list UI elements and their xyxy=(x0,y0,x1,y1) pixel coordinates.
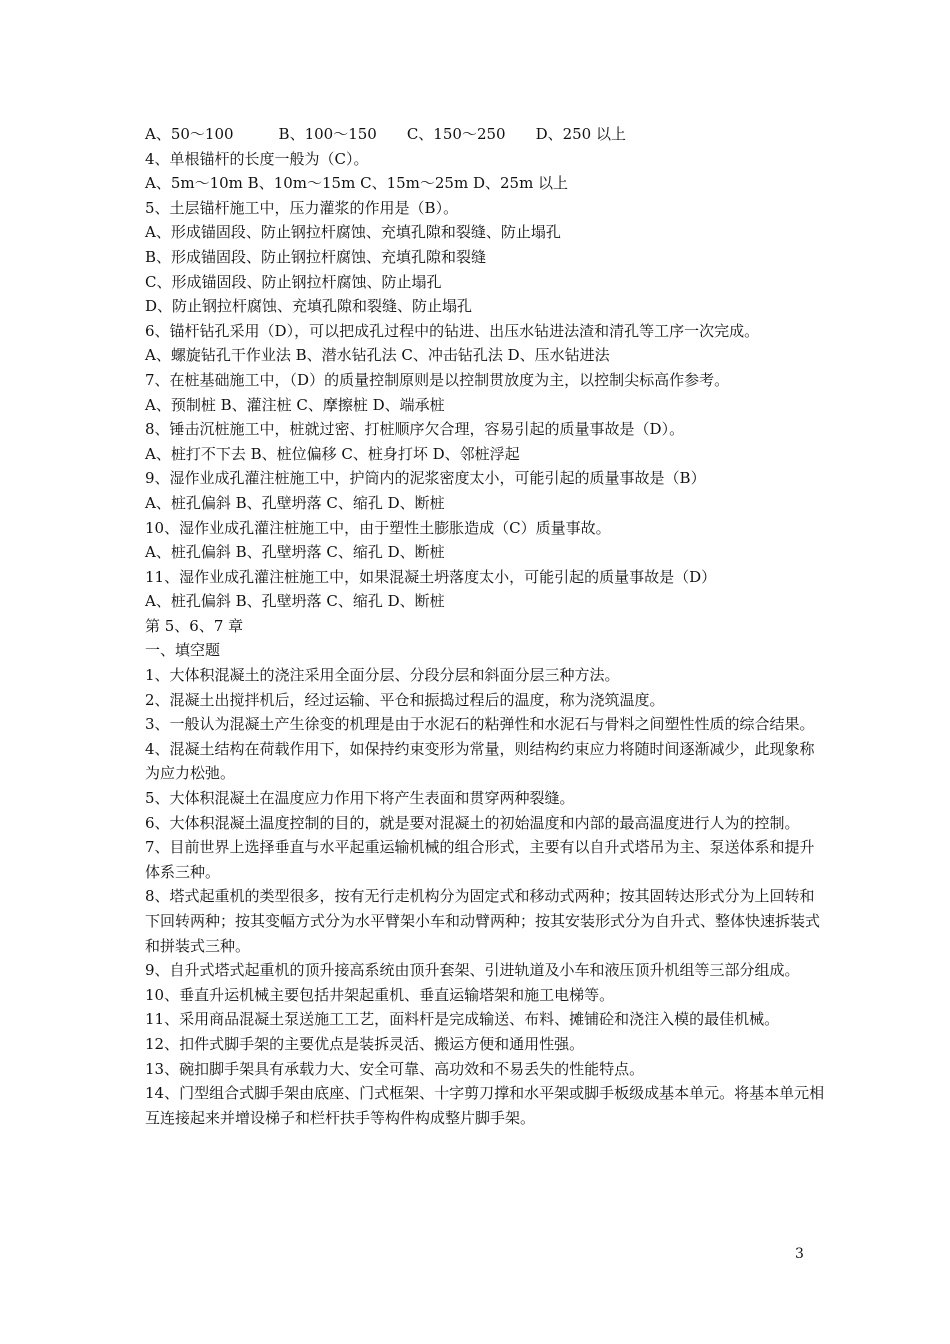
fill-item-1: 1、大体积混凝土的浇注采用全面分层、分段分层和斜面分层三种方法。 xyxy=(145,666,620,685)
question-7: 7、在桩基础施工中，（D）的质量控制原则是以控制贯放度为主，以控制尖标高作参考。 xyxy=(145,370,730,389)
fill-item-2: 2、混凝土出搅拌机后，经过运输、平仓和振捣过程后的温度，称为浇筑温度。 xyxy=(145,690,665,709)
fill-item-7: 7、目前世界上选择垂直与水平起重运输机械的组合形式，主要有以自升式塔吊为主、泵送体系和提升体系三种。 xyxy=(145,838,815,881)
page-content xyxy=(145,122,825,1130)
fill-item-14: 14、门型组合式脚手架由底座、门式框架、十字剪刀撑和水平架或脚手板级成基本单元。将基本单元相互连接起来并增设梯子和栏杆扶手等构件构成整片脚手架。 xyxy=(145,1084,825,1127)
question-5-option-d: D、防止钢拉杆腐蚀、充填孔隙和裂缝、防止塌孔 xyxy=(145,297,473,316)
question-9-options: A、桩孔偏斜 B、孔壁坍落 C、缩孔 D、断桩 xyxy=(145,493,445,512)
chapter-heading: 第 5、6、7 章 xyxy=(145,616,244,635)
question-5-option-b: B、形成锚固段、防止钢拉杆腐蚀、充填孔隙和裂缝 xyxy=(145,247,487,266)
question-4: 4、单根锚杆的长度一般为（C）。 xyxy=(145,149,369,168)
text-line-options-range: A、50～100 B、100～150 C、150～250 D、250 以上 xyxy=(145,125,626,143)
question-11-options: A、桩孔偏斜 B、孔壁坍落 C、缩孔 D、断桩 xyxy=(145,592,445,611)
question-10-options: A、桩孔偏斜 B、孔壁坍落 C、缩孔 D、断桩 xyxy=(145,543,445,562)
fill-item-5: 5、大体积混凝土在温度应力作用下将产生表面和贯穿两种裂缝。 xyxy=(145,789,575,808)
fill-item-6: 6、大体积混凝土温度控制的目的，就是要对混凝土的初始温度和内部的最高温度进行人为的控制。 xyxy=(145,813,800,832)
question-8-options: A、桩打不下去 B、桩位偏移 C、桩身打坏 D、邻桩浮起 xyxy=(145,444,520,463)
fill-item-3: 3、一般认为混凝土产生徐变的机理是由于水泥石的粘弹性和水泥石与骨料之间塑性性质的综合结果。 xyxy=(145,715,815,734)
question-9: 9、湿作业成孔灌注桩施工中，护筒内的泥浆密度太小，可能引起的质量事故是（B） xyxy=(145,469,706,488)
question-6: 6、锚杆钻孔采用（D），可以把成孔过程中的钻进、出压水钻进法渣和清孔等工序一次完成。 xyxy=(145,321,760,340)
question-7-options: A、预制桩 B、灌注桩 C、摩擦桩 D、端承桩 xyxy=(145,395,445,414)
question-10: 10、湿作业成孔灌注桩施工中，由于塑性土膨胀造成（C）质量事故。 xyxy=(145,518,611,537)
fill-item-9: 9、自升式塔式起重机的顶升接高系统由顶升套架、引进轨道及小车和液压顶升机组等三部分组成。 xyxy=(145,961,800,980)
question-5-option-a: A、形成锚固段、防止钢拉杆腐蚀、充填孔隙和裂缝、防止塌孔 xyxy=(145,223,561,242)
fill-item-4: 4、混凝土结构在荷载作用下，如保持约束变形为常量，则结构约束应力将随时间逐渐减少，此现象称为应力松弛。 xyxy=(145,739,815,783)
question-5-option-c: C、形成锚固段、防止钢拉杆腐蚀、防止塌孔 xyxy=(145,272,442,291)
fill-item-12: 12、扣件式脚手架的主要优点是装拆灵活、搬运方便和通用性强。 xyxy=(145,1034,585,1053)
page-number: 3 xyxy=(795,1246,804,1262)
question-11: 11、湿作业成孔灌注桩施工中，如果混凝土坍落度太小，可能引起的质量事故是（D） xyxy=(145,567,717,586)
fill-item-11: 11、采用商品混凝土泵送施工工艺，面料杆是完成输送、布料、摊铺砼和浇注入模的最佳机械。 xyxy=(145,1010,780,1029)
question-4-options: A、5m～10m B、10m～15m C、15m～25m D、25m 以上 xyxy=(145,174,569,193)
fill-item-13: 13、碗扣脚手架具有承载力大、安全可靠、高功效和不易丢失的性能特点。 xyxy=(145,1059,645,1078)
fill-item-8: 8、塔式起重机的类型很多，按有无行走机构分为固定式和移动式两种；按其固转达形式分为上回转和下回转两种；按其变幅方式分为水平臂架小车和动臂两种；按其安装形式分为自升式、整体快速拆装式和拼装式三种。 xyxy=(145,887,821,955)
fill-item-10: 10、垂直升运机械主要包括井架起重机、垂直运输塔架和施工电梯等。 xyxy=(145,985,615,1004)
question-5: 5、土层锚杆施工中，压力灌浆的作用是（B）。 xyxy=(145,198,459,217)
section-heading: 一、填空题 xyxy=(145,641,221,660)
question-8: 8、锤击沉桩施工中，桩就过密、打桩顺序欠合理，容易引起的质量事故是（D）。 xyxy=(145,420,685,439)
question-6-options: A、螺旋钻孔干作业法 B、潜水钻孔法 C、冲击钻孔法 D、压水钻进法 xyxy=(145,346,610,365)
